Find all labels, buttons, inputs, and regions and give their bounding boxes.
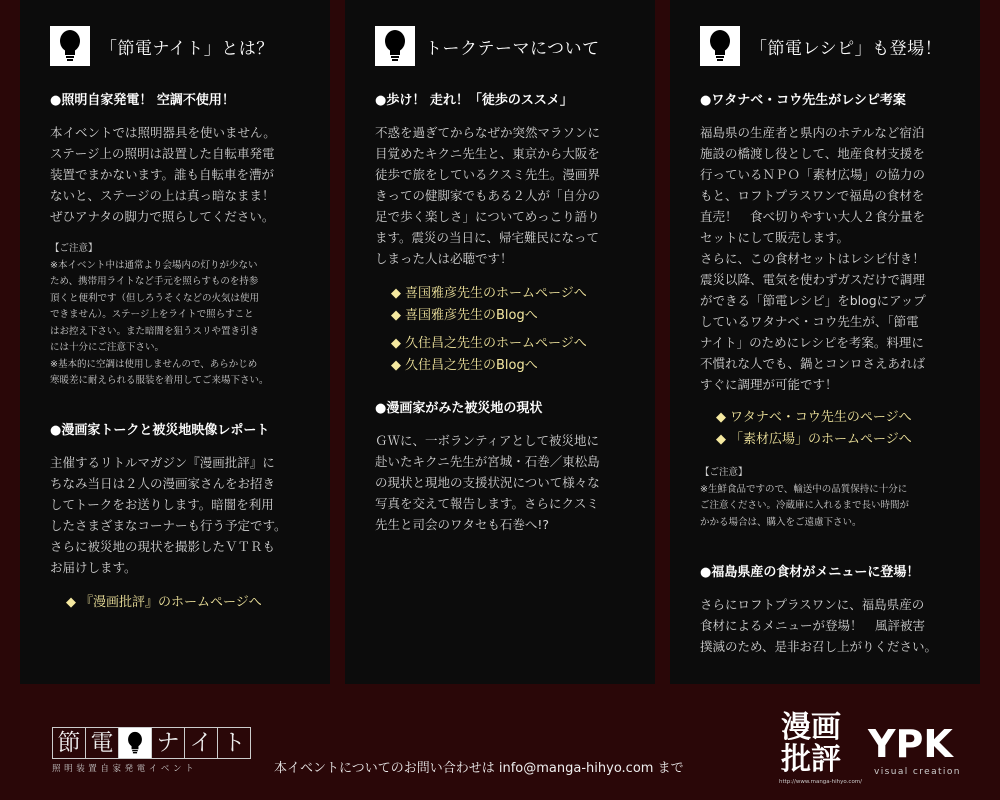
contact-text: 本イベントについてのお問い合わせは info@manga-hihyo.com まで	[274, 761, 684, 776]
logo-line: 漫画	[781, 710, 841, 745]
diamond-icon: ◆	[391, 308, 401, 323]
logo-char: イ	[185, 728, 218, 758]
diamond-icon: ◆	[391, 286, 401, 301]
section-body: 不惑を過ぎてからなぜか突然マラソンに 目覚めたキクニ先生と、東京から大阪を 徒歩で旅をしているクスミ先生。漫画界 きっての健脚家でもある２人が「自分の 足で歩く楽しさ」についてめっこり語り ます。震災の当日に、帰宅難民になって しまった人は必聴です！	[375, 125, 601, 266]
section-body: ＧＷに、一ボランティアとして被災地に 赴いたキクニ先生が宮城・石巻／東松島 の現状と現地の支援状況について様々な 写真を交えて報告します。さらにクスミ 先生と司会のワタセも石巻へ!?	[375, 433, 600, 532]
notice-text: 【ご注意】 ※本イベント中は通常より会場内の灯りが少ない ため、携帯用ライトなど手元を照らすものを持参 頂くと便利です（但しろうそくなどの火気は使用 できません）。ステージ上をライトで照らすこと はお控え下さい。また暗闇を狙うスリや置き引き には十分にご注意下さい。 ※基本的に空調は使用しませんので、あらかじめ 寒暖差に耐えられる服装を着用してご来場下さい。	[50, 243, 269, 386]
manga-hihyo-logo[interactable]	[778, 712, 844, 782]
bulb-icon	[375, 26, 415, 66]
diamond-icon: ◆	[391, 358, 401, 373]
column-header	[375, 26, 633, 66]
section-title: ●照明自家発電！ 空調不使用！	[50, 93, 235, 108]
section-walking	[375, 92, 641, 377]
logo-char: ト	[222, 730, 246, 756]
kusumi-homepage-link[interactable]	[391, 333, 641, 355]
bulb-icon	[119, 728, 152, 758]
watanabe-page-link[interactable]	[716, 407, 966, 429]
section-body: 本イベントでは照明器具を使いません。 ステージ上の照明は設置した自転車発電 装置でまかないます。誰も自転車を漕が ないと、ステージの上は真っ暗なまま！ ぜひアナタの脚力で照らしてください。	[50, 125, 276, 224]
logo-subtitle: 照明装置自家発電イベント	[52, 764, 198, 774]
setsuden-night-logo	[52, 727, 251, 774]
section-lighting	[50, 92, 316, 390]
column-talk-theme	[345, 0, 655, 684]
section-title: ●漫画家トークと被災地映像レポート	[50, 423, 270, 438]
notice-text: 【ご注意】 ※生鮮食品ですので、輸送中の品質保持に十分に ご注意ください。冷蔵庫に入れるまで長い時間が かかる場合は、購入をご遠慮下さい。	[700, 467, 910, 528]
logo-char: 節	[53, 728, 86, 758]
ypk-tagline: visual creation	[874, 767, 961, 777]
link-label[interactable]: 喜国雅彦先生のBlogへ	[405, 308, 538, 323]
manga-hihyo-url: http://www.manga-hihyo.com/	[779, 779, 863, 785]
ypk-logo[interactable]: YPK	[868, 722, 953, 766]
bulb-icon	[50, 26, 90, 66]
link-label[interactable]: 喜国雅彦先生のホームページへ	[405, 286, 587, 301]
column-header	[50, 26, 308, 66]
section-body: 福島県の生産者と県内のホテルなど宿泊 施設の橋渡し役として、地産食材支援を 行っているＮＰＯ「素材広場」の協力の もと、ロフトプラスワンで福島の食材を 直売！ 食べ切りやすい大人２食分量を セットにして販売します。 さらに、この食材セットはレシピ付き！ 震災以降、電気を使わずガスだけで調理 ができる「節電レシピ」をblogにアップ しているワタナベ・コウ先生が、「節電 ナイト」のためにレシピを考案。料理に 不慣れな人でも、鍋とコンロさえあれば すぐに調理が可能です！	[700, 125, 926, 392]
section-title: ●歩け！ 走れ！「徒歩のススメ」	[375, 93, 573, 108]
diamond-icon: ◆	[391, 336, 401, 351]
column-header	[700, 26, 958, 66]
section-talk-report	[50, 422, 316, 614]
bulb-icon	[700, 26, 740, 66]
manga-hihyo-homepage-link[interactable]	[66, 592, 316, 614]
link-label[interactable]: 久住昌之先生のBlogへ	[405, 358, 538, 373]
section-title: ●ワタナベ・コウ先生がレシピ考案	[700, 93, 906, 108]
logo-char: ナ	[152, 728, 185, 758]
kikuni-blog-link[interactable]	[391, 305, 641, 327]
section-title: ●漫画家がみた被災地の現状	[375, 401, 543, 416]
section-disaster-area	[375, 400, 641, 535]
column-title: 「節電ナイト」とは？	[100, 38, 274, 59]
column-title: トークテーマについて	[425, 38, 600, 59]
link-label[interactable]: 「素材広場」のホームページへ	[730, 432, 912, 447]
diamond-icon: ◆	[66, 595, 76, 610]
link-label[interactable]: 久住昌之先生のホームページへ	[405, 336, 587, 351]
column-about	[20, 0, 330, 684]
section-title: ●福島県産の食材がメニューに登場！	[700, 565, 920, 580]
section-body: 主催するリトルマガジン『漫画批評』に ちなみ当日は２人の漫画家さんをお招き してトークをお送りします。暗闇を利用 したさまざまなコーナーも行う予定です。 さらに被災地の現状を撮影したＶＴＲも お届けします。	[50, 455, 287, 575]
sozai-hiroba-homepage-link[interactable]	[716, 429, 966, 451]
column-title: 「節電レシピ」も登場！	[750, 38, 943, 59]
diamond-icon: ◆	[716, 432, 726, 447]
kusumi-blog-link[interactable]	[391, 355, 641, 377]
link-label[interactable]: ワタナベ・コウ先生のページへ	[730, 410, 912, 425]
link-label[interactable]: 『漫画批評』のホームページへ	[80, 595, 262, 610]
column-recipe	[670, 0, 980, 684]
kikuni-homepage-link[interactable]	[391, 283, 641, 305]
section-recipe	[700, 92, 966, 531]
section-body: さらにロフトプラスワンに、福島県産の 食材によるメニューが登場！ 風評被害 撲滅のため、是非お召し上がりください。	[700, 597, 938, 654]
logo-char: 電	[86, 728, 119, 758]
diamond-icon: ◆	[716, 410, 726, 425]
section-fukushima-menu	[700, 564, 966, 657]
logo-line: 批評	[781, 742, 841, 777]
